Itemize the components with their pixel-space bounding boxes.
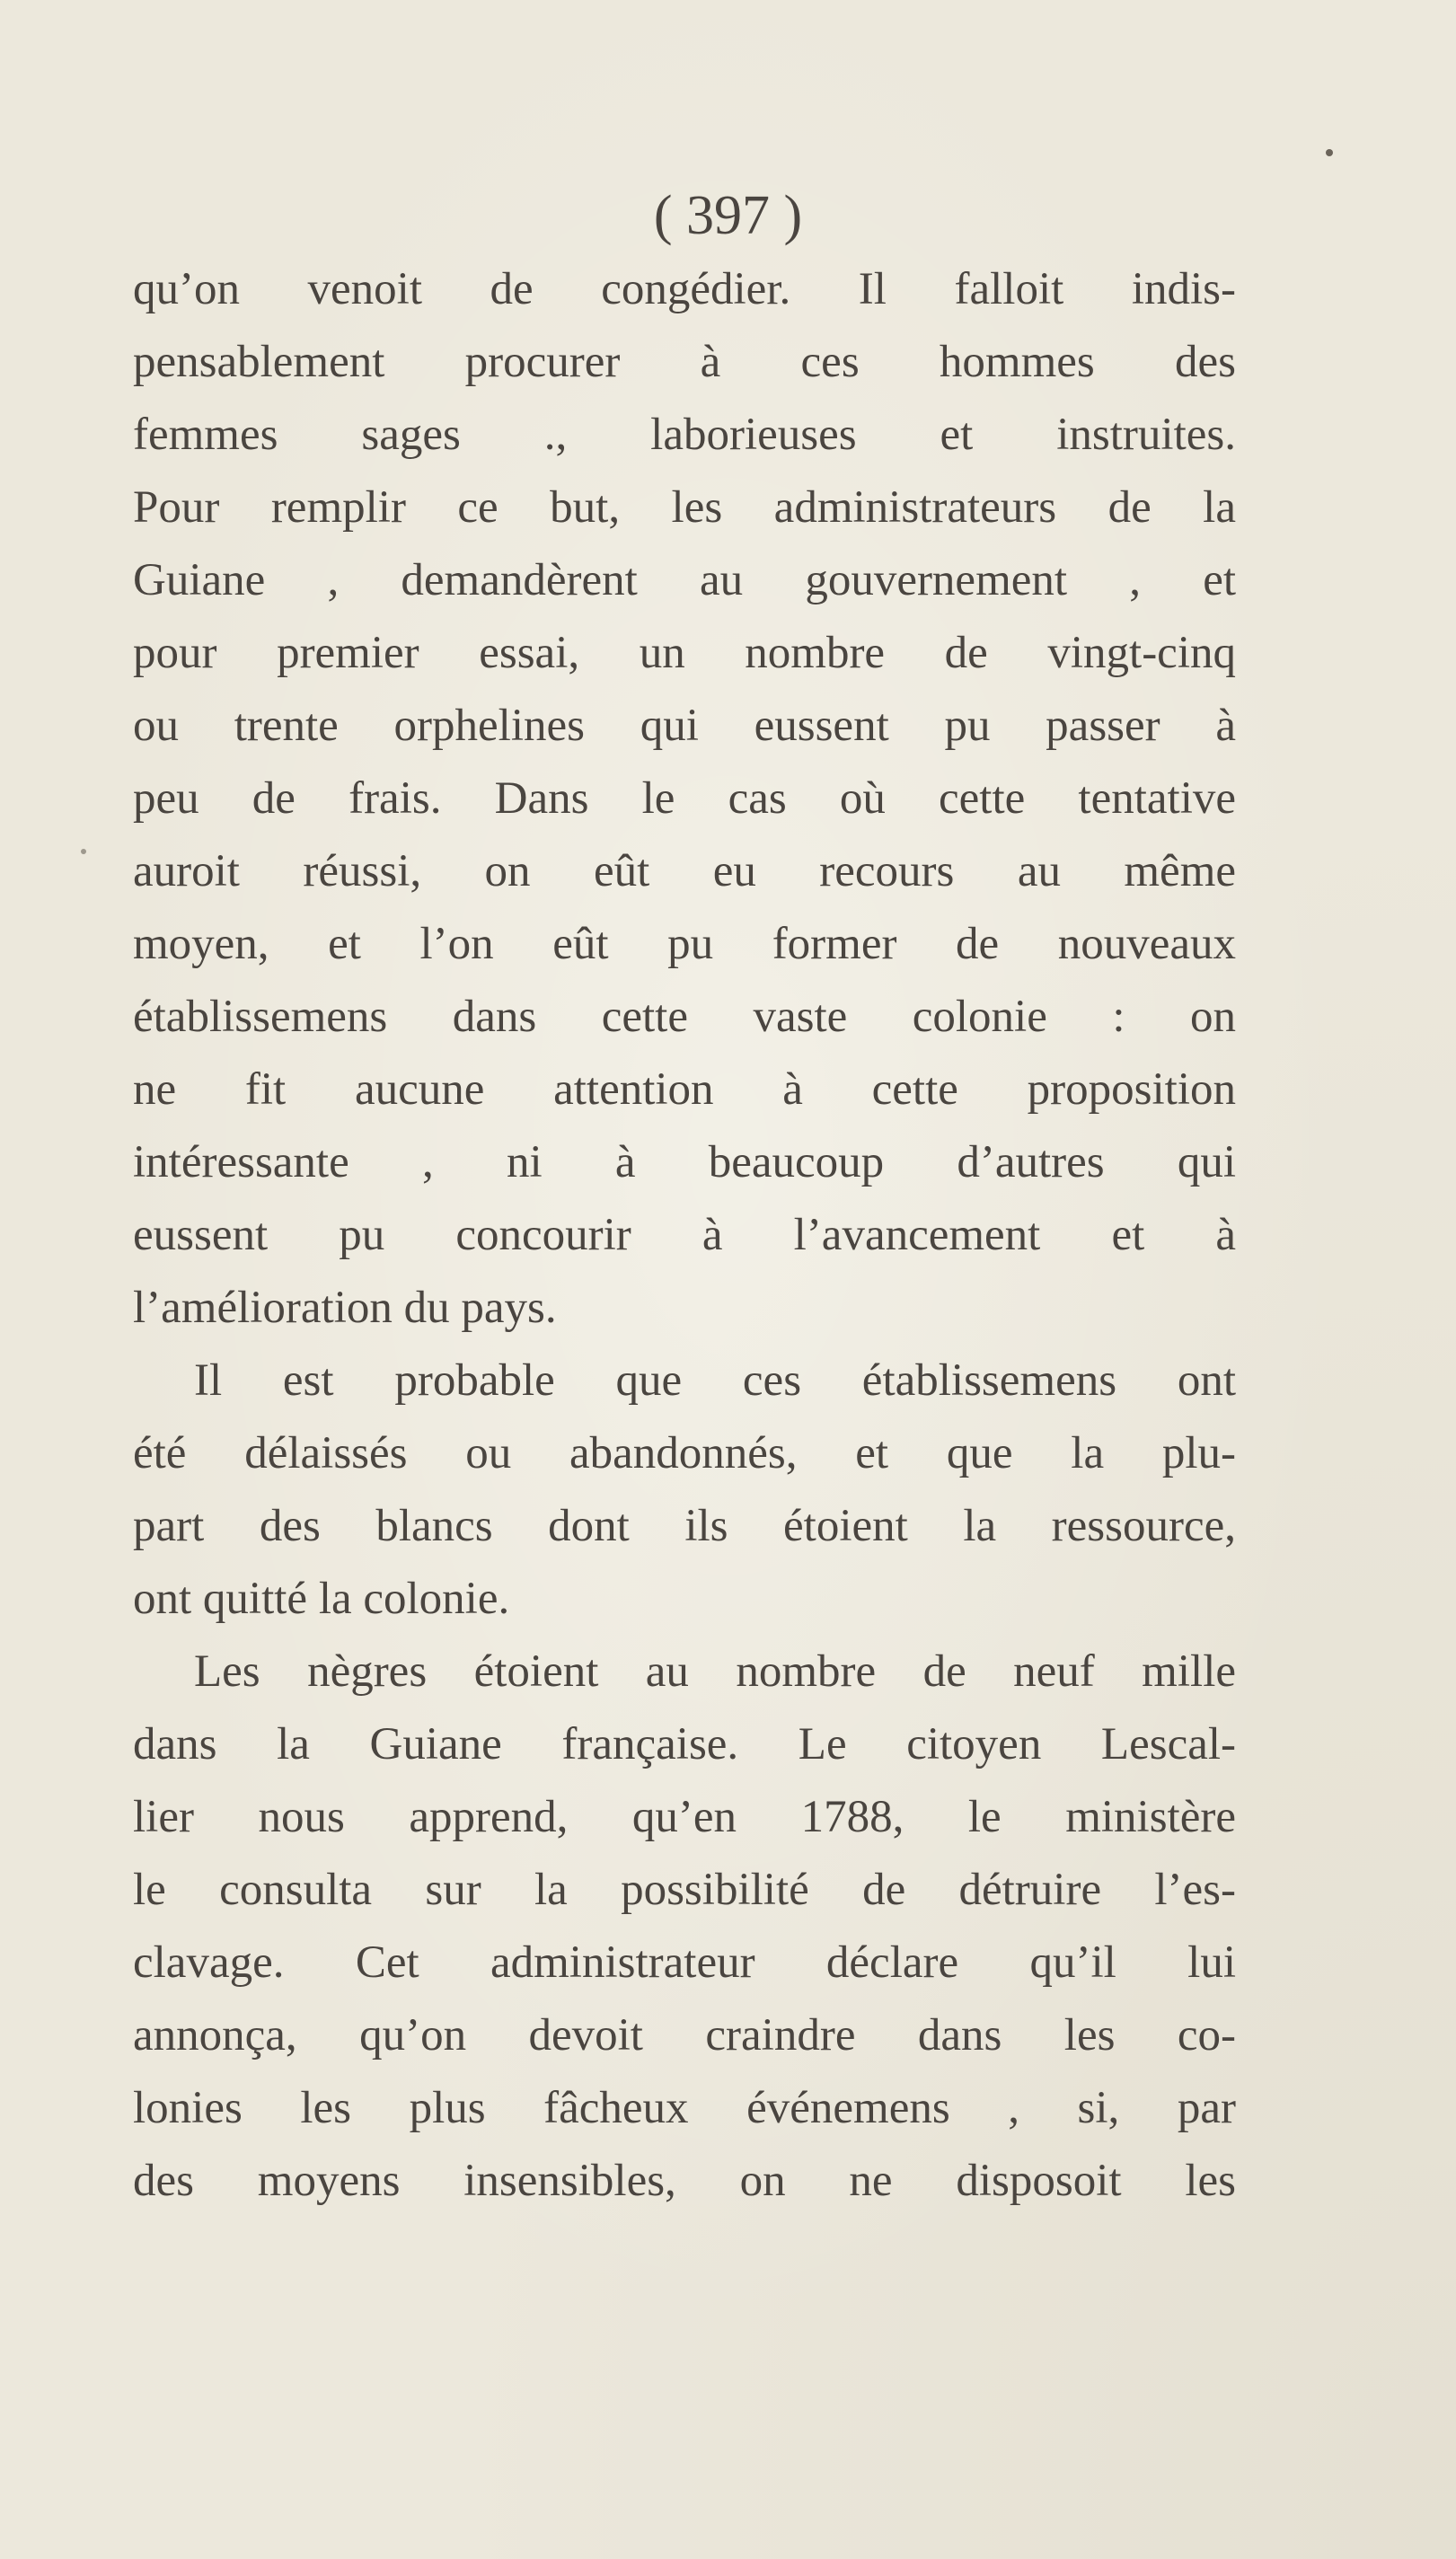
page-number: ( 397 ) [653,185,803,246]
text-line: pensablement procurer à ces hommes des [133,337,1236,387]
text-line: peu de frais. Dans le cas où cette tentative [133,773,1236,824]
text-line: femmes sages ., laborieuses et instruites. [133,410,1236,460]
text-line: Il est probable que ces établissemens ont [194,1355,1236,1406]
text-line: l’amélioration du pays. [133,1283,557,1333]
text-line: lier nous apprend, qu’en 1788, le ministère [133,1792,1236,1842]
text-line: Guiane , demandèrent au gouvernement , et [133,555,1236,605]
text-line: le consulta sur la possibilité de détruire l’es- [133,1865,1236,1915]
text-line: annonça, qu’on devoit craindre dans les co- [133,2010,1236,2060]
text-line: eussent pu concourir à l’avancement et à [133,1210,1236,1260]
text-line: été délaissés ou abandonnés, et que la plu- [133,1428,1236,1478]
ink-speck [1326,149,1333,156]
text-line: qu’on venoit de congédier. Il falloit indis- [133,264,1236,314]
text-line: part des blancs dont ils étoient la ressource, [133,1501,1236,1551]
text-line: ne fit aucune attention à cette proposition [133,1064,1236,1115]
text-line: intéressante , ni à beaucoup d’autres qui [133,1137,1236,1187]
text-line: Les nègres étoient au nombre de neuf mille [194,1646,1236,1697]
text-line: des moyens insensibles, on ne disposoit les [133,2156,1236,2206]
paragraph [133,1636,1236,2218]
body-text [133,253,1236,2218]
text-line: établissemens dans cette vaste colonie : on [133,992,1236,1042]
ink-speck [81,849,86,854]
paragraph [133,253,1236,1345]
paragraph [133,1345,1236,1636]
text-line: Pour remplir ce but, les administrateurs de la [133,482,1236,533]
text-line: pour premier essai, un nombre de vingt-cinq [133,628,1236,678]
text-line: lonies les plus fâcheux événemens , si, par [133,2083,1236,2133]
text-line: ou trente orphelines qui eussent pu passer à [133,701,1236,751]
text-line: moyen, et l’on eût pu former de nouveaux [133,919,1236,969]
text-line: auroit réussi, on eût eu recours au même [133,846,1236,896]
text-line: dans la Guiane française. Le citoyen Lescal- [133,1719,1236,1769]
text-line: ont quitté la colonie. [133,1574,510,1624]
text-line: clavage. Cet administrateur déclare qu’il lui [133,1937,1236,1988]
